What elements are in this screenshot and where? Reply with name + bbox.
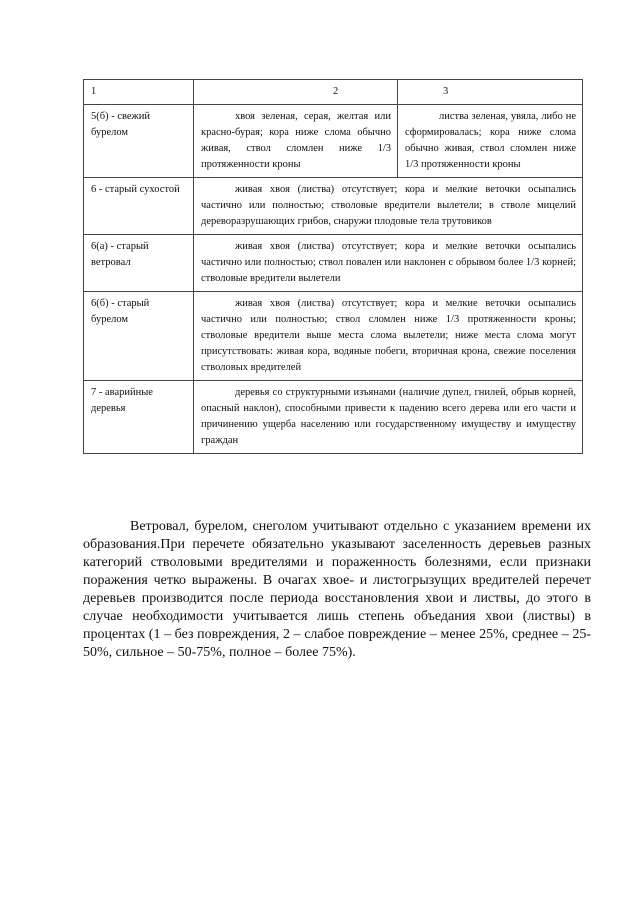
table-header-row: [84, 80, 583, 105]
category-cell: 7 - аварийные деревья: [84, 381, 194, 454]
deciduous-description-cell: листва зеленая, увяла, либо не сформировалась; кора ниже слома обычно живая, ствол сломлен ниже 1/3 протяженности кроны: [398, 105, 583, 178]
table-row: [84, 235, 583, 292]
table-row: [84, 292, 583, 381]
header-cell-3: 3: [398, 80, 583, 105]
table-row: [84, 381, 583, 454]
body-paragraph: Ветровал, бурелом, снеголом учитывают отдельно с указанием времени их образования.При перечете обязательно указывают заселенность деревьев разных категорий стволовыми вредителями и пораженность болезнями, если признаки поражения четко выражены. В очагах хвое- и листогрызущих вредителей перечет деревьев производится после периода восстановления хвои и листвы, до этого в случае необходимости учитывается лишь степень объедания хвои (листвы) в процентах (1 – без повреждения, 2 – слабое повреждение – менее 25%, среднее – 25-50%, сильное – 50-75%, полное – более 75%).: [83, 519, 591, 660]
category-cell: 6(б) - старый бурелом: [84, 292, 194, 381]
category-cell: 6 - старый сухостой: [84, 178, 194, 235]
damage-category-table: [83, 79, 583, 454]
conifer-description-cell: хвоя зеленая, серая, желтая или красно-бурая; кора ниже слома обычно живая, ствол сломлен ниже 1/3 протяженности кроны: [194, 105, 398, 178]
category-cell: 6(а) - старый ветровал: [84, 235, 194, 292]
header-cell-2: 2: [194, 80, 398, 105]
table-row: [84, 178, 583, 235]
description-cell: живая хвоя (листва) отсутствует; кора и мелкие веточки осыпались частично или полностью; ствол повален или наклонен с обрывом более 1/3 корней; стволовые вредители вылетели: [194, 235, 583, 292]
description-cell: деревья со структурными изъянами (наличие дупел, гнилей, обрыв корней, опасный наклон), способными привести к падению всего дерева или его части и причинению ущерба населению или государственному имуществу и имуществу граждан: [194, 381, 583, 454]
header-cell-1: 1: [84, 80, 194, 105]
table-row: [84, 105, 583, 178]
category-cell: 5(б) - свежий бурелом: [84, 105, 194, 178]
description-cell: живая хвоя (листва) отсутствует; кора и мелкие веточки осыпались частично или полностью; стволовые вредители вылетели; в стволе мицелий дереворазрушающих грибов, снаружи плодовые тела трутовиков: [194, 178, 583, 235]
description-cell: живая хвоя (листва) отсутствует; кора и мелкие веточки осыпались частично или полностью; ствол сломлен ниже 1/3 протяженности кроны; стволовые вредители выше места слома вылетели; ниже места слома могут присутствовать: живая кора, водяные побеги, вторичная крона, свежие поселения стволовых вредителей: [194, 292, 583, 381]
